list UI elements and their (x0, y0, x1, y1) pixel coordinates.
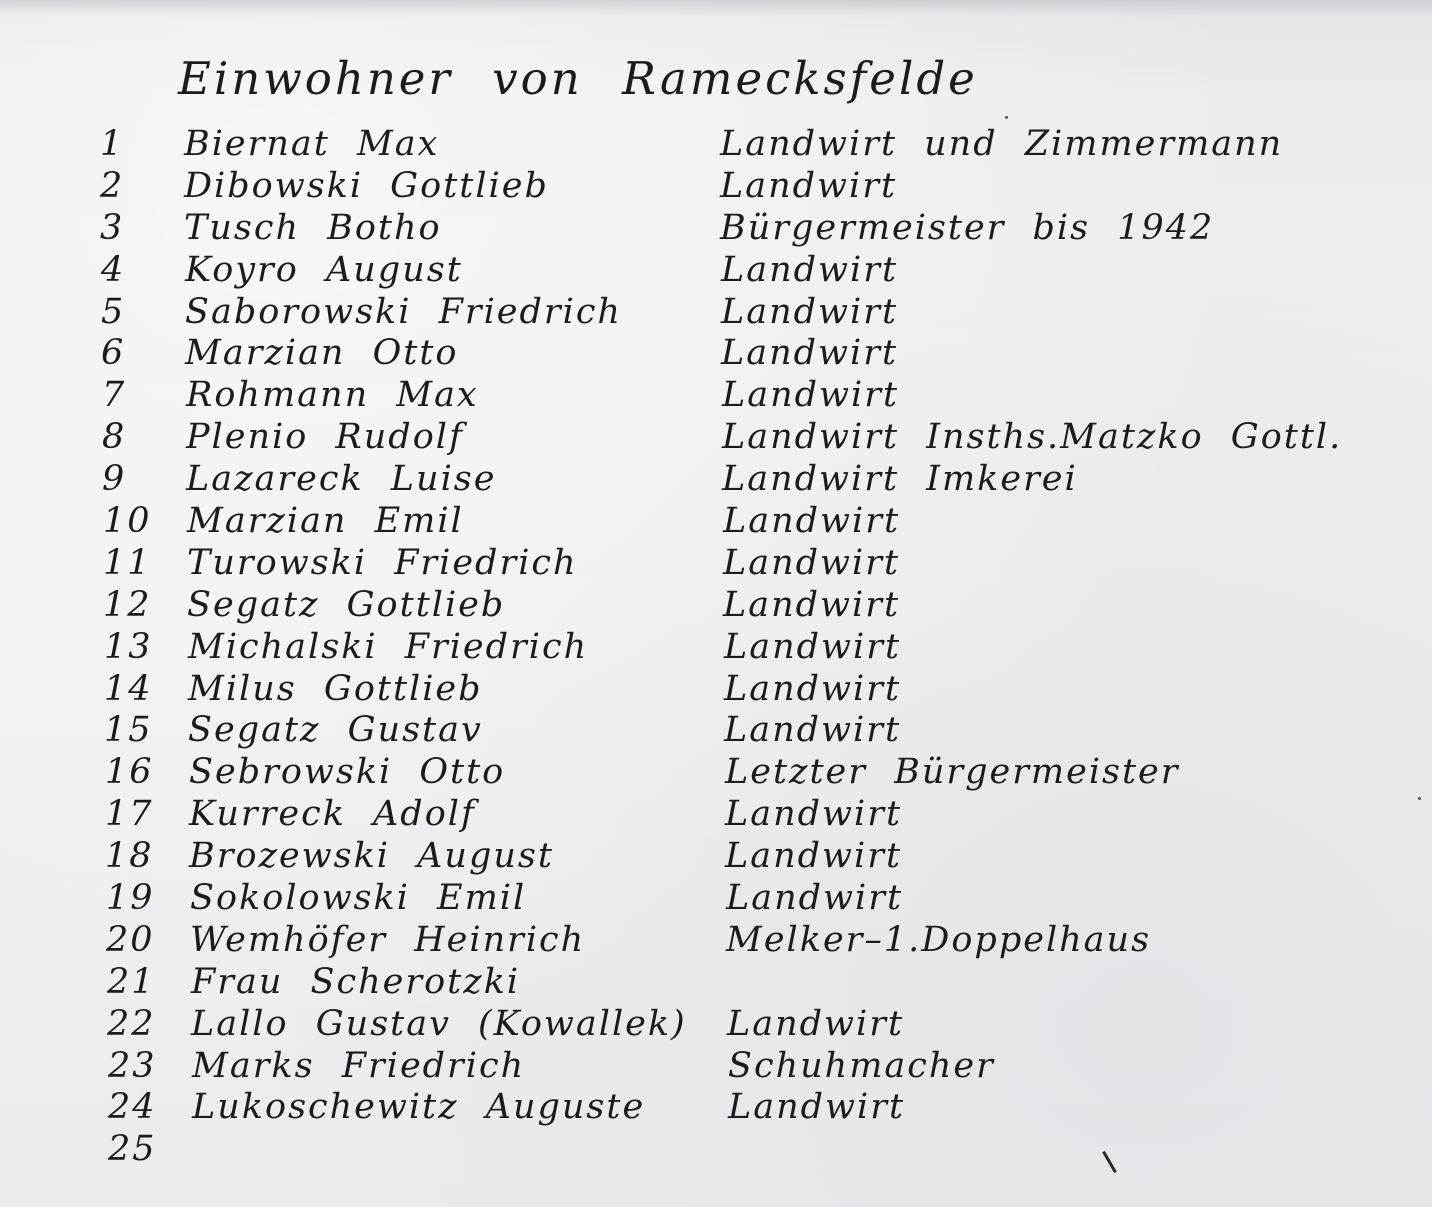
list-item (0, 369, 1432, 416)
list-item (0, 495, 1432, 542)
entry-occupation: Landwirt (724, 626, 902, 667)
entry-occupation: Landwirt (725, 794, 903, 835)
entry-name: Rohmann Max (186, 375, 479, 416)
entry-number: 12 (103, 584, 152, 625)
entry-occupation: Landwirt (721, 249, 899, 290)
entry-occupation: Landwirt (724, 668, 902, 709)
entry-occupation: Landwirt (722, 375, 900, 416)
entry-number: 20 (106, 919, 155, 960)
entry-occupation: Letzter Bürgermeister (725, 752, 1180, 793)
entry-name: Lazareck Luise (186, 459, 497, 500)
entry-name: Brozewski August (189, 836, 554, 877)
entry-name: Sebrowski Otto (189, 752, 506, 793)
list-item (0, 830, 1432, 877)
entry-number: 19 (106, 878, 155, 919)
entry-number: 14 (104, 668, 153, 709)
entry-number: 17 (105, 794, 154, 835)
entry-occupation: Landwirt (723, 584, 901, 625)
entry-occupation: Landwirt (726, 878, 904, 919)
list-item (0, 1123, 1432, 1170)
entry-occupation: Landwirt (724, 710, 902, 751)
list-item (0, 537, 1432, 583)
entry-name: Kurreck Adolf (189, 794, 476, 835)
list-item (0, 1040, 1432, 1086)
entry-occupation: Landwirt (721, 333, 899, 374)
entry-name: Marzian Otto (185, 333, 459, 374)
entry-occupation: Bürgermeister bis 1942 (720, 207, 1215, 248)
entry-number: 18 (105, 836, 154, 877)
entry-number: 23 (108, 1045, 157, 1086)
entry-name: Marzian Emil (187, 501, 464, 542)
entry-name: Michalski Friedrich (188, 626, 589, 667)
list-item (0, 956, 1432, 1002)
list-item (0, 998, 1432, 1044)
list-item (0, 746, 1432, 793)
entry-number: 21 (107, 961, 156, 1002)
entry-name: Sokolowski Emil (190, 878, 527, 919)
list-item (0, 327, 1432, 374)
entry-name: Biernat Max (184, 124, 440, 164)
entry-name: Saborowski Friedrich (185, 291, 622, 332)
list-item (0, 118, 1432, 164)
entry-name: Marks Friedrich (192, 1045, 526, 1086)
list-item (0, 244, 1432, 290)
list-item (0, 579, 1432, 625)
entry-number: 24 (108, 1087, 157, 1128)
entry-number: 7 (102, 375, 127, 416)
page-title: Einwohner von Ramecksfelde (178, 52, 978, 105)
list-item (0, 788, 1432, 835)
entry-name: Milus Gottlieb (188, 668, 483, 709)
entry-occupation: Landwirt und Zimmermann (720, 124, 1284, 164)
entry-number: 16 (105, 752, 154, 793)
entry-occupation: Landwirt (723, 501, 901, 542)
entry-number: 6 (101, 333, 126, 374)
entry-number: 9 (102, 459, 127, 500)
speck (1005, 116, 1008, 119)
entry-number: 1 (100, 124, 125, 164)
entry-name: Plenio Rudolf (186, 417, 464, 458)
entry-occupation: Melker–1.Doppelhaus (726, 919, 1152, 960)
entry-occupation: Landwirt (721, 291, 899, 332)
list-item (0, 621, 1432, 667)
entry-occupation: Landwirt Imkerei (722, 459, 1078, 500)
list-item (0, 872, 1432, 919)
entry-number: 3 (100, 207, 125, 248)
entry-name: Turowski Friedrich (187, 542, 578, 583)
entry-number: 15 (104, 710, 153, 751)
list-item (0, 160, 1432, 206)
list-item (0, 1081, 1432, 1128)
list-item (0, 914, 1432, 960)
entry-occupation: Schuhmacher (728, 1045, 995, 1086)
entry-name: Frau Scherotzki (191, 961, 521, 1002)
entry-number: 22 (107, 1003, 156, 1044)
entry-number: 13 (104, 626, 153, 667)
entry-name: Tusch Botho (184, 207, 442, 248)
resident-list (0, 118, 1432, 1170)
list-item (0, 411, 1432, 458)
entry-name: Lallo Gustav (Kowallek) (191, 1003, 687, 1044)
entry-name: Wemhöfer Heinrich (190, 919, 586, 960)
entry-number: 4 (101, 249, 126, 290)
entry-number: 5 (101, 291, 126, 332)
entry-occupation: Landwirt (723, 542, 901, 583)
entry-name: Segatz Gustav (188, 710, 483, 751)
list-item (0, 286, 1432, 332)
entry-number: 11 (103, 542, 152, 583)
entry-number: 25 (108, 1129, 157, 1170)
list-item (0, 453, 1432, 500)
list-item (0, 663, 1432, 709)
entry-number: 8 (102, 417, 127, 458)
entry-number: 10 (103, 501, 152, 542)
speck (1418, 797, 1421, 800)
entry-number: 2 (100, 165, 125, 206)
list-item (0, 202, 1432, 248)
list-item (0, 704, 1432, 751)
entry-name: Segatz Gottlieb (187, 584, 506, 625)
entry-name: Koyro August (185, 249, 463, 290)
entry-name: Dibowski Gottlieb (184, 165, 549, 206)
entry-occupation: Landwirt (725, 836, 903, 877)
entry-name: Lukoschewitz Auguste (192, 1087, 646, 1128)
entry-occupation: Landwirt Insths.Matzko Gottl. (722, 417, 1343, 458)
entry-occupation: Landwirt (720, 165, 898, 206)
entry-occupation: Landwirt (727, 1003, 905, 1044)
entry-occupation: Landwirt (728, 1087, 906, 1128)
